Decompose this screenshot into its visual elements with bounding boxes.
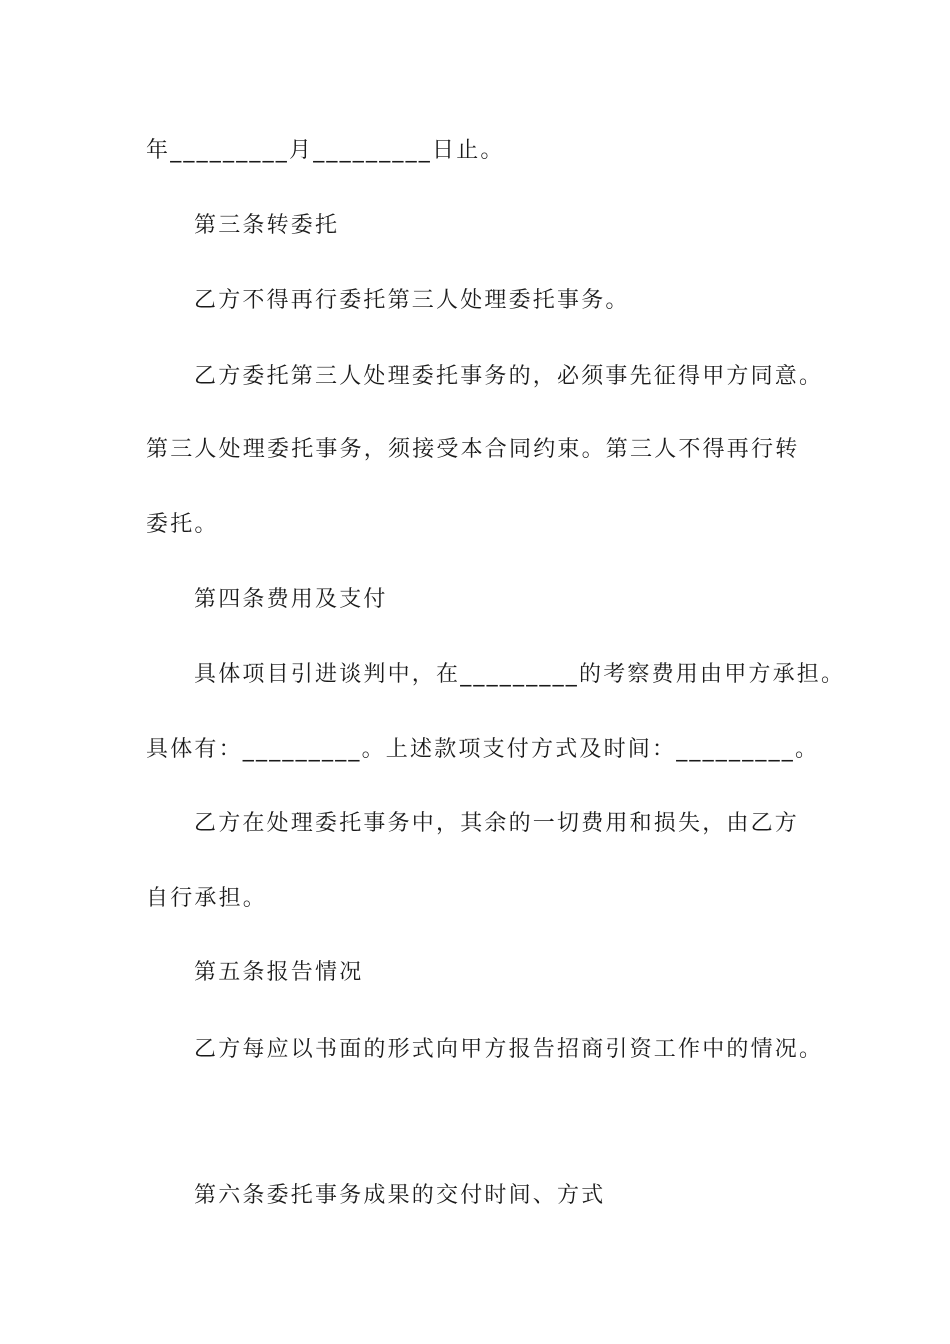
paragraph-line: 乙方在处理委托事务中，其余的一切费用和损失，由乙方 (194, 811, 800, 836)
paragraph-line: 乙方每应以书面的形式向甲方报告招商引资工作中的情况。 (194, 1037, 824, 1062)
section-heading: 第四条费用及支付 (194, 587, 388, 612)
paragraph-line: 委托。 (146, 512, 219, 537)
paragraph-line: 第三人处理委托事务，须接受本合同约束。第三人不得再行转 (146, 437, 800, 462)
paragraph-line: 乙方委托第三人处理委托事务的，必须事先征得甲方同意。 (194, 364, 824, 389)
section-heading: 第六条委托事务成果的交付时间、方式 (194, 1183, 606, 1208)
section-heading: 第三条转委托 (194, 213, 340, 238)
paragraph-line: 具体项目引进谈判中，在_________的考察费用由甲方承担。 (194, 662, 846, 687)
paragraph-line: 乙方不得再行委托第三人处理委托事务。 (194, 288, 630, 313)
paragraph-line: 具体有：_________。上述款项支付方式及时间：_________。 (146, 737, 820, 762)
section-heading: 第五条报告情况 (194, 960, 364, 985)
paragraph-line: 年_________月_________日止。 (146, 138, 505, 163)
paragraph-line: 自行承担。 (146, 886, 268, 911)
